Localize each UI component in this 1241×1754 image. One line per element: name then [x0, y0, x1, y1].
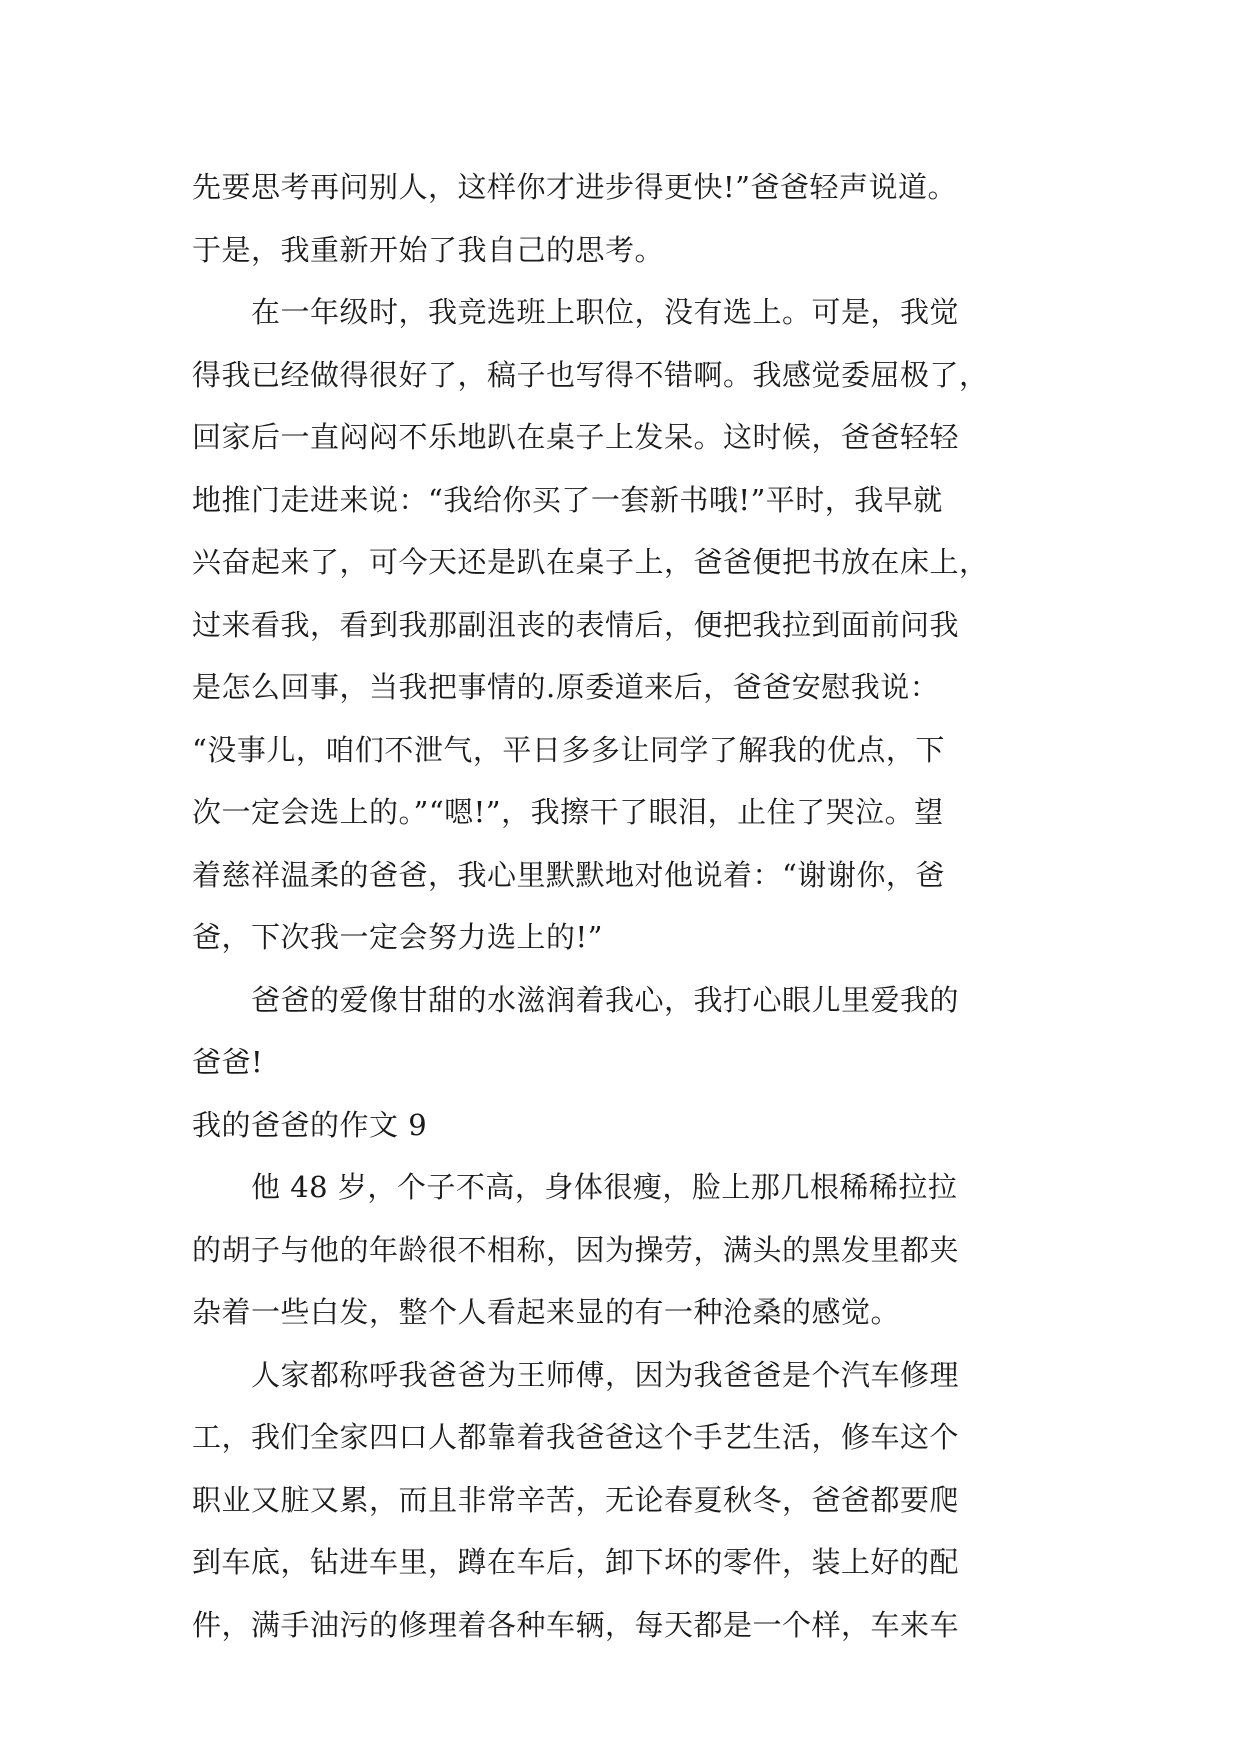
- text-line: 是怎么回事，当我把事情的.原委道来后，爸爸安慰我说：: [192, 670, 940, 704]
- text-line: 于是，我重新开始了我自己的思考。: [192, 232, 665, 267]
- text-line: 爸爸的爱像甘甜的水滋润着我心，我打心眼儿里爱我的: [192, 982, 960, 1017]
- text-line: 过来看我，看到我那副沮丧的表情后，便把我拉到面前问我: [192, 607, 960, 642]
- document-body: [192, 156, 1072, 1656]
- text-line: 在一年级时，我竞选班上职位，没有选上。可是，我觉: [192, 295, 960, 329]
- text-line: 的胡子与他的年龄很不相称，因为操劳，满头的黑发里都夹: [192, 1232, 960, 1267]
- text-line: 兴奋起来了，可今天还是趴在桌子上，爸爸便把书放在床上，: [192, 545, 989, 579]
- text-line: 到车底，钻进车里，蹲在车后，卸下坏的零件，装上好的配: [192, 1545, 960, 1579]
- text-line: 得我已经做得很好了，稿子也写得不错啊。我感觉委屈极了，: [192, 357, 989, 392]
- text-line: 先要思考再问别人，这样你才进步得更快!”爸爸轻声说道。: [192, 170, 957, 204]
- text-line: 着慈祥温柔的爸爸，我心里默默地对他说着：“谢谢你，爸: [192, 857, 945, 892]
- text-line: 爸，下次我一定会努力选上的!”: [192, 920, 603, 954]
- text-line: 工，我们全家四口人都靠着我爸爸这个手艺生活，修车这个: [192, 1420, 960, 1454]
- text-line: 次一定会选上的。”“嗯!”，我擦干了眼泪，止住了哭泣。望: [192, 795, 944, 829]
- text-line: 回家后一直闷闷不乐地趴在桌子上发呆。这时候，爸爸轻轻: [192, 420, 960, 454]
- text-line: 爸爸!: [192, 1045, 264, 1079]
- text-line: 职业又脏又累，而且非常辛苦，无论春夏秋冬，爸爸都要爬: [192, 1482, 960, 1517]
- text-line: 他 48 岁，个子不高，身体很瘦，脸上那几根稀稀拉拉: [192, 1170, 958, 1204]
- text-line: 件，满手油污的修理着各种车辆，每天都是一个样，车来车: [192, 1607, 960, 1642]
- text-line: 人家都称呼我爸爸为王师傅，因为我爸爸是个汽车修理: [192, 1357, 960, 1392]
- section-title: 我的爸爸的作文 9: [192, 1107, 428, 1142]
- text-line: 地推门走进来说：“我给你买了一套新书哦!”平时，我早就: [192, 482, 943, 517]
- text-line: “没事儿，咱们不泄气，平日多多让同学了解我的优点，下: [192, 732, 945, 767]
- text-line: 杂着一些白发，整个人看起来显的有一种沧桑的感觉。: [192, 1295, 901, 1329]
